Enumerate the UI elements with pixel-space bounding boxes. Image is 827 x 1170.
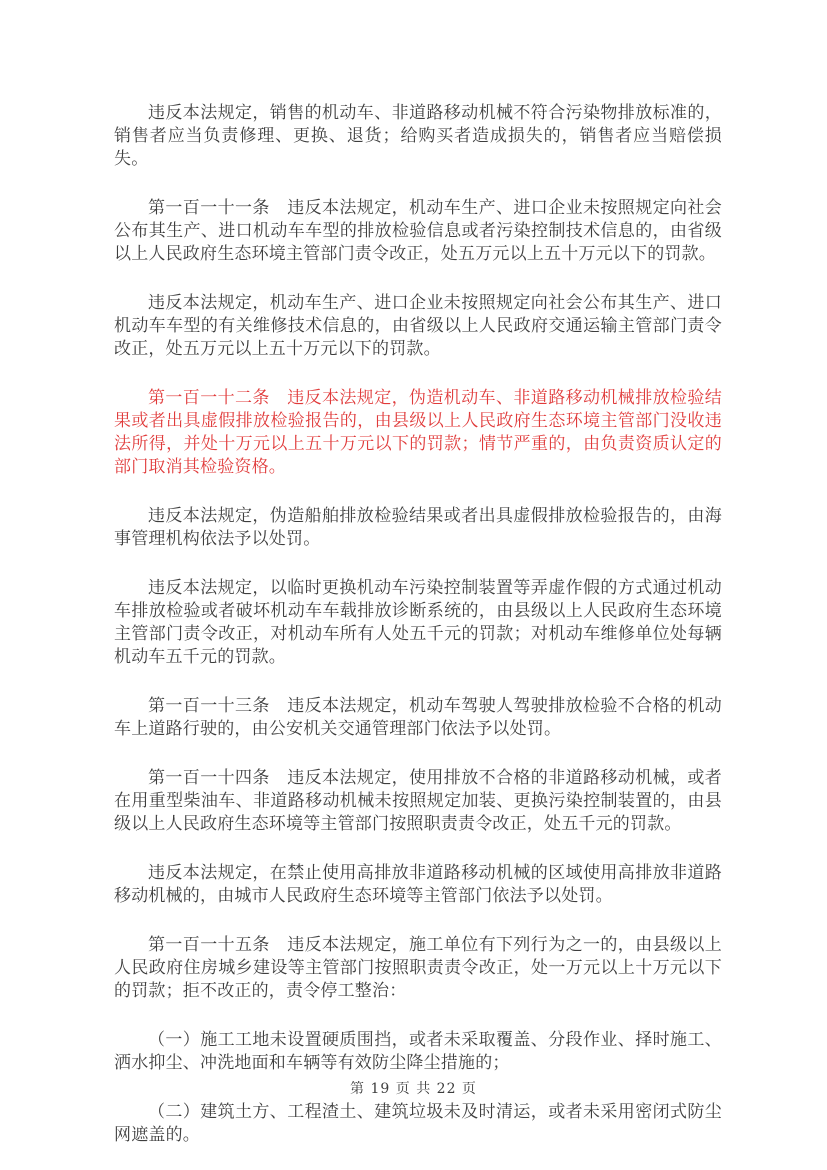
legal-paragraph-article-111: 第一百一十一条 违反本法规定，机动车生产、进口企业未按照规定向社会公布其生产、进口机动车车型的排放检验信息或者污染控制技术信息的，由省级以上人民政府生态环境主管部门责令改正，处五万元以上五十万元以下的罚款。 (114, 198, 722, 264)
legal-paragraph: 违反本法规定，机动车生产、进口企业未按照规定向社会公布其生产、进口机动车车型的有关维修技术信息的，由省级以上人民政府交通运输主管部门责令改正，处五万元以上五十万元以下的罚款。 (114, 293, 722, 359)
legal-paragraph-article-113: 第一百一十三条 违反本法规定，机动车驾驶人驾驶排放检验不合格的机动车上道路行驶的，由公安机关交通管理部门依法予以处罚。 (114, 696, 722, 739)
legal-paragraph: 违反本法规定，销售的机动车、非道路移动机械不符合污染物排放标准的，销售者应当负责修理、更换、退货；给购买者造成损失的，销售者应当赔偿损失。 (114, 103, 722, 169)
legal-paragraph-article-114: 第一百一十四条 违反本法规定，使用排放不合格的非道路移动机械，或者在用重型柴油车、非道路移动机械未按照规定加装、更换污染控制装置的，由县级以上人民政府生态环境等主管部门按照职责责令改正，处五千元的罚款。 (114, 768, 722, 834)
legal-paragraph: 违反本法规定，伪造船舶排放检验结果或者出具虚假排放检验报告的，由海事管理机构依法予以处罚。 (114, 506, 722, 549)
page-number: 第 19 页 共 22 页 (350, 1081, 477, 1097)
legal-paragraph: 违反本法规定，以临时更换机动车污染控制装置等弄虚作假的方式通过机动车排放检验或者破坏机动车车载排放诊断系统的，由县级以上人民政府生态环境主管部门责令改正，对机动车所有人处五千元的罚款；对机动车维修单位处每辆机动车五千元的罚款。 (114, 578, 722, 667)
legal-paragraph: 违反本法规定，在禁止使用高排放非道路移动机械的区域使用高排放非道路移动机械的，由城市人民政府生态环境等主管部门依法予以处罚。 (114, 863, 722, 906)
legal-paragraph-article-115: 第一百一十五条 违反本法规定，施工单位有下列行为之一的，由县级以上人民政府住房城乡建设等主管部门按照职责责令改正，处一万元以上十万元以下的罚款；拒不改正的，责令停工整治： (114, 935, 722, 1001)
legal-paragraph-item-1: （一）施工工地未设置硬质围挡，或者未采取覆盖、分段作业、择时施工、洒水抑尘、冲洗地面和车辆等有效防尘降尘措施的； (114, 1030, 722, 1073)
legal-paragraph-item-2: （二）建筑土方、工程渣土、建筑垃圾未及时清运，或者未采用密闭式防尘网遮盖的。 (114, 1102, 722, 1145)
document-body (114, 102, 722, 1147)
legal-paragraph-article-112-highlighted: 第一百一十二条 违反本法规定，伪造机动车、非道路移动机械排放检验结果或者出具虚假排放检验报告的，由县级以上人民政府生态环境主管部门没收违法所得，并处十万元以上五十万元以下的罚款；情节严重的，由负责资质认定的部门取消其检验资格。 (114, 388, 722, 477)
